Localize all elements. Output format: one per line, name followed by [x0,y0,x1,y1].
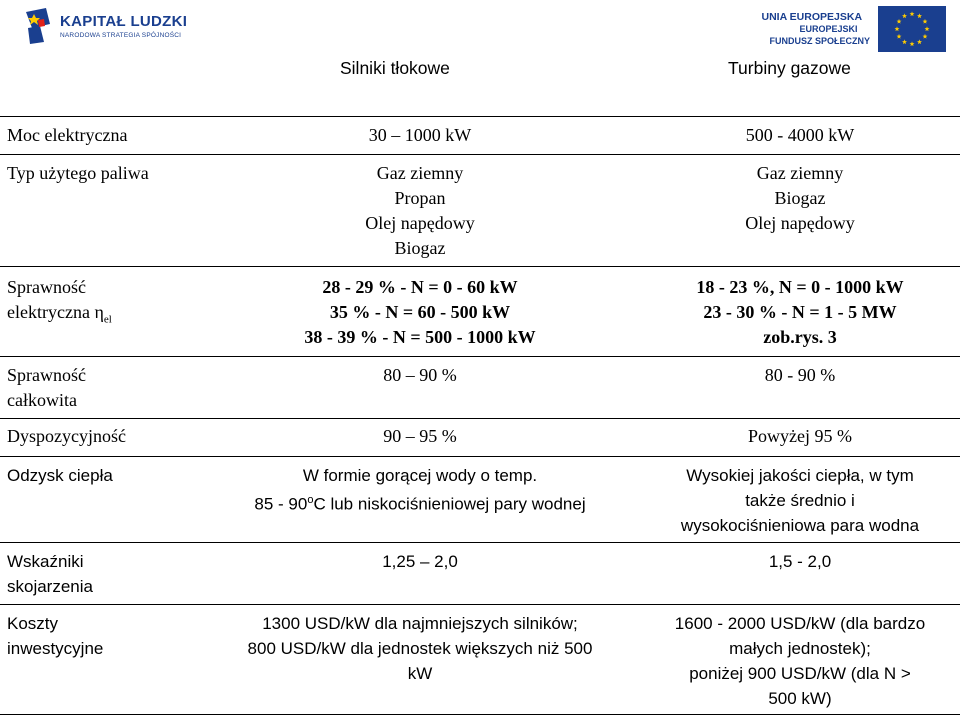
eu-logo-line1: UNIA EUROPEJSKA [761,11,863,23]
piston-cell: 28 - 29 % - N = 0 - 60 kW 35 % - N = 60 - 500 kW 38 - 39 % - N = 500 - 1000 kW [200,267,640,357]
turbine-cell: 80 - 90 % [640,357,960,419]
turbine-cell: Powyżej 95 % [640,419,960,457]
table-row [0,457,960,543]
comparison-table [0,116,960,715]
table-row [0,543,960,605]
row-label: Odzysk ciepła [0,457,200,543]
row-label: Dyspozycyjność [0,419,200,457]
table-row [0,605,960,715]
row-label: Typ użytego paliwa [0,155,200,267]
row-label: Moc elektryczna [0,117,200,155]
eu-logo-line2: EUROPEJSKI [799,24,858,34]
table-row [0,117,960,155]
turbine-cell: 500 - 4000 kW [640,117,960,155]
piston-cell: W formie gorącej wody o temp. 85 - 90$^o$C lub niskociśnieniowej pary wodnej [200,457,640,543]
eu-logo-line3: FUNDUSZ SPOŁECZNY [769,36,870,46]
table-row [0,357,960,419]
piston-cell: 30 – 1000 kW [200,117,640,155]
row-label: Sprawność całkowita [0,357,200,419]
turbine-cell: 1600 - 2000 USD/kW (dla bardzo małych jednostek); poniżej 900 USD/kW (dla N > 500 kW) [640,605,960,715]
piston-cell: 1,25 – 2,0 [200,543,640,605]
piston-cell: 90 – 95 % [200,419,640,457]
kapital-ludzki-logo [24,6,187,46]
turbine-cell: 18 - 23 %, N = 0 - 1000 kW 23 - 30 % - N = 1 - 5 MW zob.rys. 3 [640,267,960,357]
piston-cell: Gaz ziemny Propan Olej napędowy Biogaz [200,155,640,267]
table-row [0,419,960,457]
table-row [0,267,960,357]
kapital-ludzki-subtitle: NARODOWA STRATEGIA SPÓJNOŚCI [60,32,182,39]
kapital-ludzki-title: KAPITAŁ LUDZKI [60,13,188,30]
header [0,0,960,56]
turbine-cell: Wysokiej jakości ciepła, w tym także średnio i wysokociśnieniowa para wodna [640,457,960,543]
column-header-piston-engines: Silniki tłokowe [340,58,450,78]
turbine-cell: 1,5 - 2,0 [640,543,960,605]
eu-logo [761,6,946,52]
kapital-ludzki-emblem-icon [24,6,52,46]
eu-flag-icon [878,6,946,52]
column-header-gas-turbines: Turbiny gazowe [728,58,851,78]
row-label: Sprawność elektryczna $\eta_{el}$ [0,267,200,357]
piston-cell: 80 – 90 % [200,357,640,419]
turbine-cell: Gaz ziemny Biogaz Olej napędowy [640,155,960,267]
table-row [0,155,960,267]
row-label: Wskaźniki skojarzenia [0,543,200,605]
row-label: Koszty inwestycyjne [0,605,200,715]
piston-cell: 1300 USD/kW dla najmniejszych silników; 800 USD/kW dla jednostek większych niż 500 kW [200,605,640,715]
